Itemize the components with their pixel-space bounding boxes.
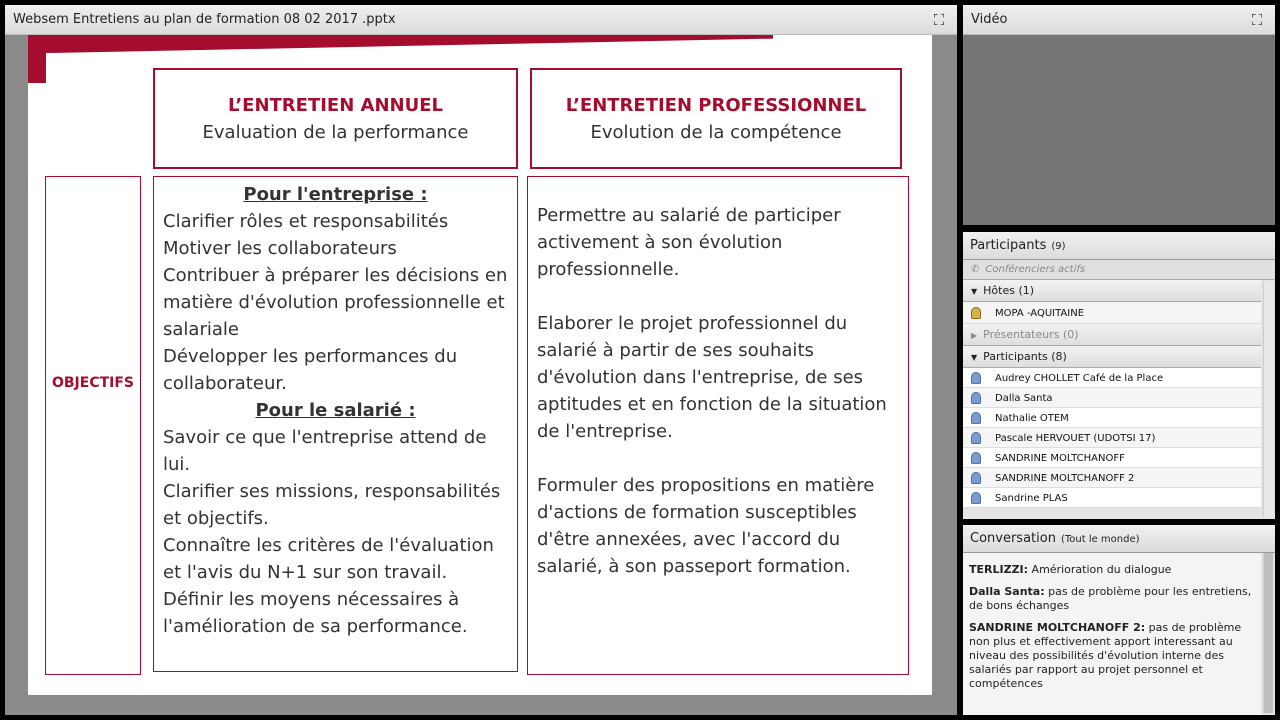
video-titlebar	[963, 5, 1275, 35]
triangle-down-icon: ▼	[971, 287, 978, 296]
user-icon	[971, 412, 981, 424]
chat-message	[969, 585, 1255, 613]
chat-message	[969, 621, 1255, 691]
participant-row[interactable]	[963, 388, 1261, 408]
slide-red-corner	[28, 35, 46, 83]
message-text: Amérioration du dialogue	[1031, 563, 1172, 576]
right-paragraph: Permettre au salarié de participer activement à son évolution professionnelle.	[537, 205, 841, 280]
video-area	[963, 35, 1275, 225]
user-icon	[971, 432, 981, 444]
triangle-right-icon: ▶	[971, 331, 978, 340]
fullscreen-icon[interactable]: ⛶	[1251, 11, 1263, 29]
message-author: SANDRINE MOLTCHANOFF 2:	[969, 621, 1146, 634]
phone-icon: ✆	[971, 264, 980, 275]
left-item: Savoir ce que l'entreprise attend de lui.	[163, 427, 487, 475]
participants-count: (9)	[1051, 241, 1066, 252]
host-user-icon	[971, 307, 981, 319]
participants-header	[963, 232, 1275, 260]
group-attendees[interactable]	[963, 346, 1261, 368]
participant-row[interactable]	[963, 448, 1261, 468]
participants-pod	[963, 232, 1275, 519]
slide	[28, 35, 932, 695]
right-paragraph: Elaborer le projet professionnel du salarié à partir de ses souhaits d'évolution dans l'entreprise, de ses aptitudes et en fonction de la situation de l'entreprise.	[537, 313, 887, 442]
participants-scrollbar[interactable]	[1263, 282, 1273, 517]
chat-title: Conversation	[970, 531, 1056, 546]
col1-title: L’ENTRETIEN ANNUEL	[227, 95, 443, 116]
participant-row[interactable]	[963, 408, 1261, 428]
group-presenters[interactable]	[963, 324, 1261, 346]
message-author: TERLIZZI:	[969, 563, 1029, 576]
participant-name: MOPA -AQUITAINE	[995, 308, 1085, 319]
participant-row[interactable]	[963, 302, 1261, 324]
participant-name: SANDRINE MOLTCHANOFF 2	[995, 473, 1135, 484]
video-title: Vidéo	[971, 12, 1008, 27]
col2-header	[530, 68, 902, 169]
row-label-box	[45, 176, 141, 675]
attendee-list	[963, 368, 1275, 508]
right-objectives	[527, 176, 909, 675]
chat-header	[963, 525, 1275, 553]
message-author: Dalla Santa:	[969, 585, 1045, 598]
left-item: Contribuer à préparer les décisions en matière d'évolution professionnelle et salariale	[163, 265, 508, 340]
slide-stage	[5, 35, 957, 715]
participant-name: SANDRINE MOLTCHANOFF	[995, 453, 1125, 464]
col2-subtitle: Evolution de la compétence	[590, 122, 842, 143]
participant-name: Nathalie OTEM	[995, 413, 1069, 424]
chat-messages	[963, 553, 1261, 715]
message-text: pas de problème non plus et effectivement apport interessant au niveau des possibilités d'évolution interne des salariés par rapport au projet personnel et compétences	[969, 621, 1242, 690]
presentation-pod	[5, 5, 957, 715]
left-item: Définir les moyens nécessaires à l'amélioration de sa performance.	[163, 589, 468, 637]
chat-pod	[963, 525, 1275, 715]
col2-title: L’ENTRETIEN PROFESSIONNEL	[565, 95, 867, 116]
fullscreen-icon[interactable]: ⛶	[933, 11, 945, 29]
right-paragraph: Formuler des propositions en matière d'actions de formation susceptibles d'être annexées, avec l'accord du salarié, à son passeport formation.	[537, 475, 875, 577]
participant-row[interactable]	[963, 368, 1261, 388]
left-objectives	[153, 176, 518, 672]
participant-row[interactable]	[963, 488, 1261, 508]
message-text: pas de problème pour les entretiens, de bons échanges	[969, 585, 1252, 612]
presentation-titlebar	[5, 5, 957, 35]
left-item: Clarifier ses missions, responsabilités et objectifs.	[163, 481, 501, 529]
group-label: Présentateurs (0)	[983, 328, 1079, 341]
slide-red-band	[28, 35, 773, 53]
triangle-down-icon: ▼	[971, 353, 978, 362]
participants-title: Participants	[970, 238, 1047, 253]
video-pod	[963, 5, 1275, 225]
col1-subtitle: Evaluation de la performance	[202, 122, 469, 143]
user-icon	[971, 492, 981, 504]
user-icon	[971, 452, 981, 464]
participant-name: Pascale HERVOUET (UDOTSI 17)	[995, 433, 1156, 444]
participant-name: Dalla Santa	[995, 393, 1053, 404]
chat-scope[interactable]: (Tout le monde)	[1060, 534, 1140, 545]
row-label: OBJECTIFS	[51, 375, 135, 391]
user-icon	[971, 472, 981, 484]
user-icon	[971, 372, 981, 384]
participant-name: Audrey CHOLLET Café de la Place	[995, 373, 1164, 384]
group-label: Hôtes (1)	[983, 284, 1035, 297]
left-item: Développer les performances du collaborateur.	[163, 346, 458, 394]
group-hosts[interactable]	[963, 280, 1261, 302]
left-item: Motiver les collaborateurs	[163, 238, 397, 259]
presentation-title: Websem Entretiens au plan de formation 08 02 2017 .pptx	[13, 12, 396, 27]
left-heading-employee: Pour le salarié :	[255, 400, 416, 421]
col1-header	[153, 68, 518, 169]
active-speakers-label: Conférenciers actifs	[985, 264, 1086, 275]
chat-scrollbar[interactable]	[1263, 553, 1273, 713]
participant-row[interactable]	[963, 428, 1261, 448]
left-item: Connaître les critères de l'évaluation et l'avis du N+1 sur son travail.	[163, 535, 494, 583]
user-icon	[971, 392, 981, 404]
left-item: Clarifier rôles et responsabilités	[163, 211, 449, 232]
participant-row[interactable]	[963, 468, 1261, 488]
participant-name: Sandrine PLAS	[995, 493, 1068, 504]
group-label: Participants (8)	[983, 350, 1067, 363]
active-speakers	[963, 260, 1275, 280]
left-heading-company: Pour l'entreprise :	[243, 184, 428, 205]
chat-message	[969, 563, 1255, 577]
